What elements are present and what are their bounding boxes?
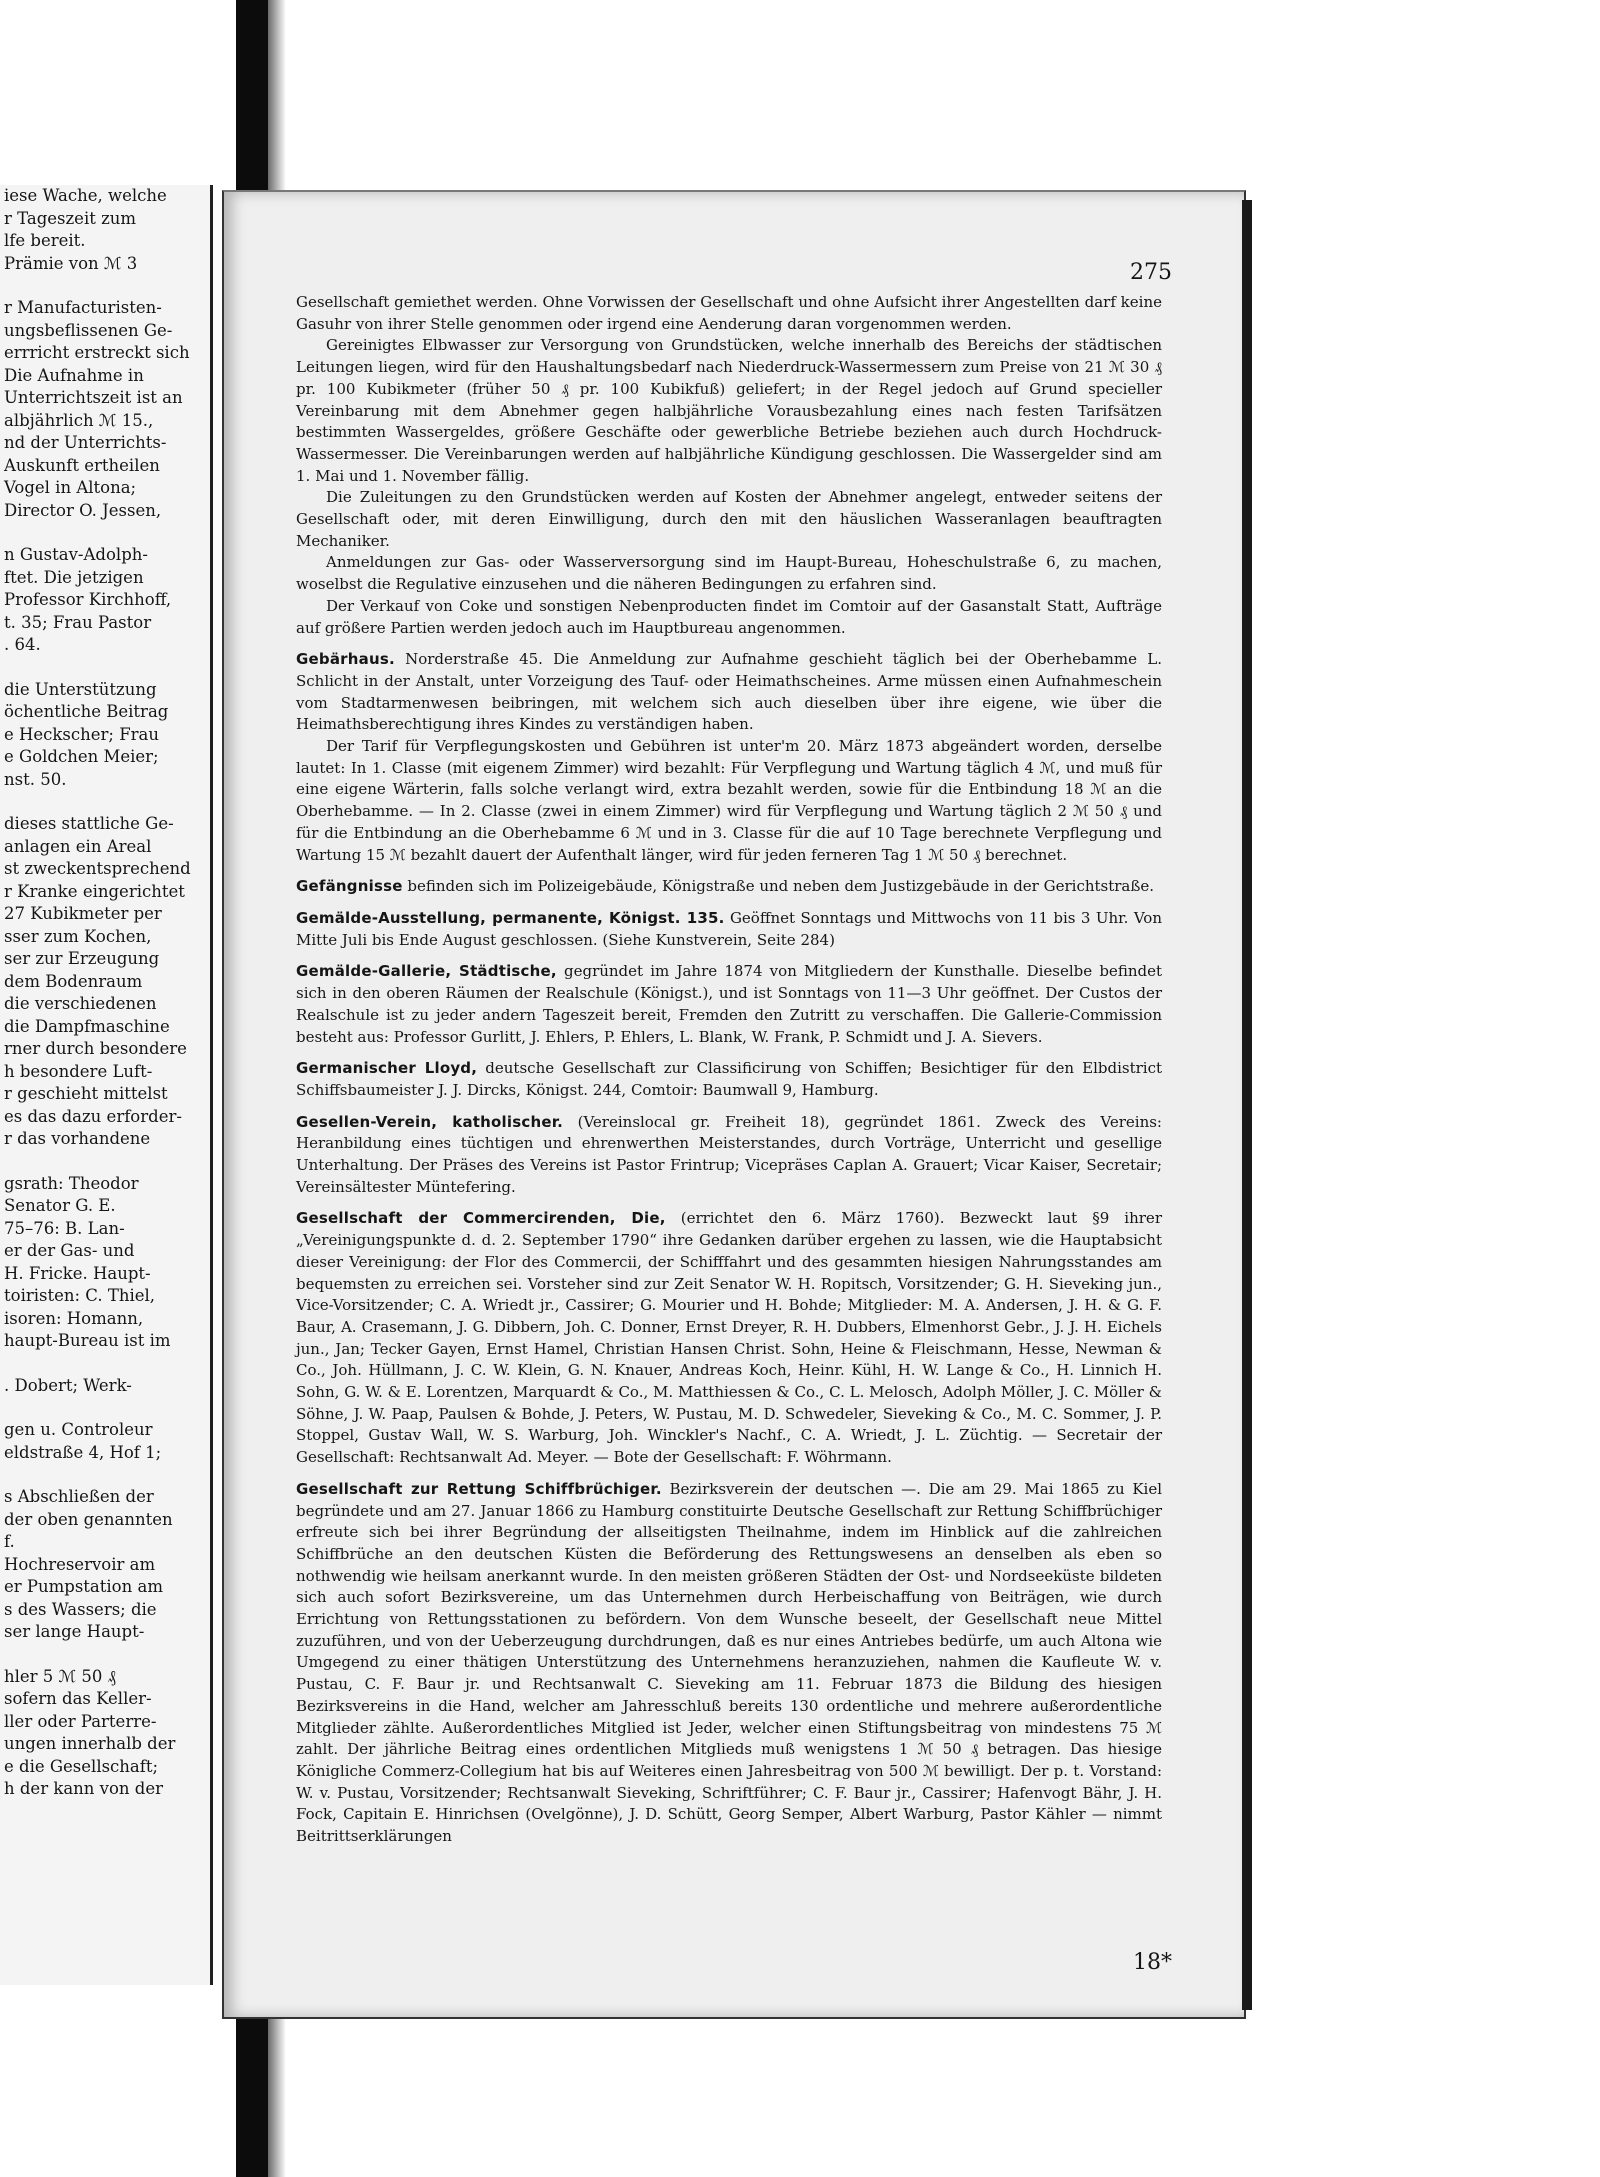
left-fragment-line: anlagen ein Areal [4, 836, 152, 856]
left-fragment-line: s des Wassers; die [4, 1599, 157, 1619]
left-fragment-line: Hochreservoir am [4, 1554, 156, 1574]
left-fragment-line: 27 Kubikmeter per [4, 904, 162, 923]
left-fragment-line: hler 5 ℳ 50 ₰ [4, 1666, 116, 1686]
left-fragment-line: Unterrichtszeit ist an [4, 388, 183, 407]
page-edge [1242, 200, 1252, 2010]
left-fragment-line: ser lange Haupt- [4, 1622, 145, 1641]
entry-paragraph [296, 335, 1162, 487]
left-fragment-line: toiristen: C. Thiel, [4, 1286, 156, 1305]
directory-entry [296, 1208, 1162, 1468]
left-fragment-line: Senator G. E. [4, 1196, 116, 1215]
left-fragment-line: t. 35; Frau Pastor [4, 612, 152, 632]
left-fragment-gap [0, 1151, 210, 1173]
directory-entry [296, 1112, 1162, 1199]
entry-heading: Germanischer Lloyd, [296, 1059, 478, 1078]
entry-heading: Gesellschaft der Commercirenden, Die, [296, 1209, 666, 1228]
entry-paragraph [296, 908, 1162, 951]
directory-entry [296, 1058, 1162, 1101]
left-fragment-line: e die Gesellschaft; [4, 1756, 159, 1776]
left-fragment-line: Prämie von ℳ 3 [4, 253, 138, 273]
left-fragment-line: r geschieht mittelst [4, 1084, 168, 1103]
left-fragment-line: Die Aufnahme in [4, 365, 144, 385]
entry-text: (Vereinslocal gr. Freiheit 18), gegründet 1861. Zweck des Vereins: Heranbildung eines tüchtigen und ehrenwerthen Meisterstandes, durch Vorträge, Unterricht und gesellige Unterhaltung. Der Präses des Vereins ist Pastor Frintrup; Vicepräses Caplan A. Grauert; Vicar Kaiser, Secretair; Vereinsältester Müntefering. [296, 1112, 1162, 1196]
left-fragment-line: die Dampfmaschine [4, 1016, 170, 1036]
left-fragment-line: H. Fricke. Haupt- [4, 1263, 151, 1283]
left-fragment-line: n Gustav-Adolph- [4, 545, 148, 564]
directory-entry [296, 292, 1162, 639]
entry-text: Anmeldungen zur Gas- oder Wasserversorgung sind im Haupt-Bureau, Hoheschulstraße 6, zu machen, woselbst die Regulative einzusehen und die näheren Bedingungen zu erfahren sind. [296, 553, 1162, 594]
left-fragment-line: gen u. Controleur [4, 1420, 153, 1439]
left-fragment-line: f. [4, 1532, 15, 1551]
entry-text: deutsche Gesellschaft zur Classificirung von Schiffen; Besichtiger für den Elbdistrict Schiffsbaumeister J. J. Dircks, Königst. 244, Comtoir: Baumwall 9, Hamburg. [296, 1059, 1162, 1099]
entry-text: Geöffnet Sonntags und Mittwochs von 11 bis 3 Uhr. Von Mitte Juli bis Ende August geschlossen. (Siehe Kunstverein, Seite 284) [296, 908, 1162, 949]
entry-heading: Gemälde-Ausstellung, permanente, Königst. 135. [296, 908, 725, 927]
signature-mark: 18* [1133, 1950, 1172, 1975]
entry-paragraph [296, 961, 1162, 1048]
entry-paragraph [296, 876, 1162, 898]
entry-text: Der Verkauf von Coke und sonstigen Nebenproducten findet im Comtoir auf der Gasanstalt Statt, Aufträge auf größere Partien werden jedoch auch im Hauptbureau angenommen. [296, 596, 1162, 637]
left-fragment-line: ungsbeflissenen Ge- [4, 320, 173, 340]
left-fragment-gap [0, 1353, 210, 1375]
entry-paragraph [296, 596, 1162, 639]
entry-text: Gesellschaft gemiethet werden. Ohne Vorwissen der Gesellschaft und ohne Aufsicht ihrer Angestellten darf keine Gasuhr von ihrer Stelle genommen oder irgend eine Aenderung daran vorgenommen werden. [296, 293, 1162, 333]
left-fragment-line: r das vorhandene [4, 1129, 151, 1148]
left-fragment-line: 75–76: B. Lan- [4, 1218, 125, 1238]
entry-paragraph [296, 1208, 1162, 1468]
left-fragment-line: st zweckentsprechend [4, 859, 191, 878]
left-fragment-line: s Abschließen der [4, 1487, 154, 1506]
entry-text: Der Tarif für Verpflegungskosten und Gebühren ist unter'm 20. März 1873 abgeändert worden, derselbe lautet: In 1. Classe (mit eigenem Zimmer) wird bezahlt: Für Verpflegung und Wartung täglich 4 ℳ, und muß für eine eigene Wärterin, falls solche verlangt wird, extra bezahlt werden, sowie für die Entbindung 18 ℳ an die Oberhebamme. — In 2. Classe (zwei in einem Zimmer) wird für Verpflegung und Wartung täglich 2 ℳ 50 ₰ und für die Entbindung an die Oberhebamme 6 ℳ und in 3. Classe für die auf 10 Tage berechnete Verpflegung und Wartung 15 ℳ bezahlt dauert der Aufenthalt länger, wird für jeden ferneren Tag 1 ℳ 50 ₰ berechnet. [296, 737, 1162, 864]
left-fragment-gap [0, 1644, 210, 1666]
left-fragment-line: gsrath: Theodor [4, 1173, 139, 1193]
directory-entry [296, 961, 1162, 1048]
left-fragment-line: r Manufacturisten- [4, 298, 162, 317]
entry-paragraph [296, 649, 1162, 736]
entry-paragraph [296, 1479, 1162, 1848]
left-fragment-line: ser zur Erzeugung [4, 949, 160, 968]
entry-text: Die Zuleitungen zu den Grundstücken werden auf Kosten der Abnehmer angelegt, entweder seitens der Gesellschaft oder, mit deren Einwilligung, durch den mit den häuslichen Wasseranlagen beauftragten Mechaniker. [296, 488, 1162, 550]
left-fragment-line: rner durch besondere [4, 1039, 187, 1058]
left-fragment-gap [0, 791, 210, 813]
directory-entry [296, 1479, 1162, 1848]
entry-paragraph [296, 552, 1162, 595]
entry-paragraph [296, 736, 1162, 866]
directory-entry [296, 876, 1162, 898]
left-fragment-line: h der kann von der [4, 1779, 164, 1798]
entry-text: Norderstraße 45. Die Anmeldung zur Aufnahme geschieht täglich bei der Oberhebamme L. Schlicht in der Anstalt, unter Vorzeigung des Tauf- oder Heimathscheines. Arme müssen einen Aufnahmeschein vom Stadtarmenwesen beibringen, mit welchem sich auch dieselben über ihre eigene, wie über die Heimathsberechtigung ihres Kindes zu verständigen haben. [296, 650, 1162, 734]
left-fragment-line: eldstraße 4, Hof 1; [4, 1442, 162, 1462]
entry-heading: Gemälde-Gallerie, Städtische, [296, 962, 557, 981]
left-fragment-line: nd der Unterrichts- [4, 433, 167, 452]
left-fragment-gap [0, 1464, 210, 1486]
left-fragment-line: er Pumpstation am [4, 1577, 163, 1596]
left-fragment-gap [0, 522, 210, 544]
left-fragment-line: ftet. Die jetzigen [4, 567, 144, 587]
entry-paragraph [296, 487, 1162, 552]
left-fragment-line: ller oder Parterre- [4, 1711, 157, 1731]
left-fragment-line: die verschiedenen [4, 994, 157, 1013]
left-fragment-gap [0, 1397, 210, 1419]
entry-heading: Gefängnisse [296, 877, 403, 896]
left-fragment-line: sser zum Kochen, [4, 926, 152, 946]
left-fragment-line: Vogel in Altona; [4, 478, 137, 497]
left-fragment-line: . Dobert; Werk- [4, 1375, 132, 1395]
entry-text: gegründet im Jahre 1874 von Mitgliedern der Kunsthalle. Dieselbe befindet sich in den oberen Räumen der Realschule (Königst.), und ist Sonntags von 11—3 Uhr geöffnet. Der Custos der Realschule ist zu jeder andern Tageszeit bereit, Fremden den Zutritt zu verschaffen. Die Gallerie-Commission besteht aus: Professor Gurlitt, J. Ehlers, P. Ehlers, L. Blank, W. Frank, P. Schmidt und J. A. Sievers. [296, 962, 1162, 1046]
left-fragment-line: ungen innerhalb der [4, 1734, 176, 1753]
entry-text: (errichtet den 6. März 1760). Bezweckt laut §9 ihrer „Vereinigungspunkte d. d. 2. September 1790“ ihre Gedanken darüber ergehen zu lassen, wie die Hauptabsicht dieser Vereinigung: der Flor des Commercii, der Schifffahrt und des gesammten hiesigen Nahrungsstandes am bequemsten zu erreichen sei. Vorsteher sind zur Zeit Senator W. H. Ropitsch, Vorsitzender; G. H. Sieveking jun., Vice-Vorsitzender; C. A. Wriedt jr., Cassirer; G. Mourier und H. Bohde; Mitglieder: M. A. Andersen, J. H. & G. F. Baur, A. Crasemann, J. G. Dibbern, Joh. C. Donner, Ernst Dreyer, R. H. Dubbers, Elmenhorst Gebr., J. J. H. Eichels jun., Jan; Tecker Gayen, Ernst Hamel, Christian Hansen Christ. Sohn, Heine & Fleischmann, Hesse, Newman & Co., Joh. Hüllmann, J. C. W. Klein, G. N. Knauer, Andreas Koch, Heinr. Kühl, H. W. Lange & Co., H. Linnich H. Sohn, G. W. & E. Lorentzen, Marquardt & Co., M. Matthiessen & Co., C. L. Melosch, Adolph Möller, J. C. Möller & Söhne, J. W. Paap, Paulsen & Bohde, J. Peters, W. Pustau, M. D. Schwedeler, Sieveking & Co., M. C. Sommer, J. P. Stoppel, Gustav Wall, W. S. Warburg, Joh. Winckler's Nachf., C. A. Wriedt, J. L. Züchtig. — Secretair der Gesellschaft: Rechtsanwalt Ad. Meyer. — Bote der Gesellschaft: F. Wöhrmann. [296, 1209, 1162, 1467]
left-page-fragment [0, 185, 213, 1985]
left-fragment-line: sofern das Keller- [4, 1689, 152, 1708]
entry-paragraph [296, 1112, 1162, 1199]
left-fragment-gap [0, 657, 210, 679]
left-fragment-line: iese Wache, welche [4, 186, 167, 205]
left-fragment-line: die Unterstützung [4, 679, 157, 699]
left-fragment-gap [0, 275, 210, 297]
left-fragment-line: lfe bereit. [4, 231, 86, 250]
left-fragment-line: dem Bodenraum [4, 971, 143, 991]
entry-text: Gereinigtes Elbwasser zur Versorgung von Grundstücken, welche innerhalb des Bereichs der städtischen Leitungen liegen, wird für den Haushaltungsbedarf nach Niederdruck-Wassermessern zum Preise von 21 ℳ 30 ₰ pr. 100 Kubikmeter (früher 50 ₰ pr. 100 Kubikfuß) geliefert; in der Regel jedoch auf Grund specieller Vereinbarung mit dem Abnehmer gegen halbjährliche Vorausbezahlung eines nach festen Tarifsätzen bestimmten Wassergeldes, größere Geschäfte oder gewerbliche Betriebe beziehen auch durch Hochdruck-Wassermesser. Die Vereinbarungen werden auf halbjährliche Kündigung geschlossen. Die Wassergelder sind am 1. Mai und 1. November fällig. [296, 336, 1162, 485]
left-fragment-line: dieses stattliche Ge- [4, 814, 174, 833]
left-fragment-line: isoren: Homann, [4, 1308, 144, 1328]
left-fragment-line: e Heckscher; Frau [4, 724, 159, 744]
entry-text: Bezirksverein der deutschen —. Die am 29. Mai 1865 zu Kiel begründete und am 27. Januar 1866 zu Hamburg constituirte Deutsche Gesellschaft zur Rettung Schiffbrüchiger erfreute sich bei ihrer Begründung der allseitigsten Theilnahme, indem im Hinblick auf die zahlreichen Schiffbrüche an den deutschen Küsten die Beförderung des Rettungswesens an denselben als eben so nothwendig wie heilsam anerkannt wurde. In den meisten größeren Städten der Ost- und Nordseeküste bildeten sich auch sofort Bezirksvereine, um das Unternehmen durch Herbeischaffung von Beiträgen, wie durch Errichtung von Rettungsstationen zu befördern. Von dem Wunsche beseelt, der Gesellschaft neue Mittel zuzuführen, und von der Ueberzeugung durchdrungen, daß es nur eines Antriebes bedürfe, um auch Altona wie Umgegend zu einer thätigen Unterstützung des Unternehmens heranzuziehen, nahmen die Kaufleute W. v. Pustau, C. F. Baur jr. und Rechtsanwalt C. Sieveking am 11. Februar 1873 die Bildung des hiesigen Bezirksvereins in die Hand, welcher am Jahresschluß bereits 130 ordentliche und mehrere außerordentliche Mitglieder zählte. Außerordentliches Mitglied ist Jeder, welcher einen Stiftungsbeitrag von mindestens 75 ℳ zahlt. Der jährliche Beitrag eines ordentlichen Mitglieds muß wenigstens 1 ℳ 50 ₰ betragen. Das hiesige Königliche Commerz-Collegium hat bis auf Weiteres einen Jahresbeitrag von 500 ℳ bewilligt. Der p. t. Vorstand: W. v. Pustau, Vorsitzender; Rechtsanwalt Sieveking, Schriftführer; C. F. Baur jr., Cassirer; Hafenvogt Bähr, J. H. Fock, Capitain E. Hinrichsen (Ovelgönne), J. D. Schütt, Georg Semper, Albert Warburg, Pastor Kähler — nimmt Beitrittserklärungen [296, 1479, 1162, 1846]
entry-heading: Gesellschaft zur Rettung Schiffbrüchiger. [296, 1479, 662, 1498]
entry-heading: Gebärhaus. [296, 650, 395, 669]
left-fragment-line: r Tageszeit zum [4, 208, 137, 228]
entry-text: befinden sich im Polizeigebäude, Königstraße und neben dem Justizgebäude in der Gerichtstraße. [407, 877, 1155, 896]
left-fragment-line: haupt-Bureau ist im [4, 1331, 171, 1350]
left-fragment-line: er der Gas- und [4, 1241, 135, 1260]
page-content [296, 292, 1162, 1858]
left-fragment-line: albjährlich ℳ 15., [4, 410, 154, 430]
left-fragment-line: e Goldchen Meier; [4, 747, 159, 766]
left-fragment-line: Auskunft ertheilen [4, 455, 160, 475]
left-fragment-line: . 64. [4, 635, 41, 654]
page-number: 275 [1130, 260, 1172, 285]
left-fragment-line: errricht erstreckt sich [4, 343, 190, 362]
entry-paragraph [296, 292, 1162, 335]
left-fragment-line: öchentliche Beitrag [4, 702, 169, 721]
left-fragment-line: Professor Kirchhoff, [4, 590, 172, 609]
right-page [222, 190, 1246, 2019]
directory-entry [296, 649, 1162, 866]
left-fragment-line: der oben genannten [4, 1509, 173, 1529]
directory-entry [296, 908, 1162, 951]
left-fragment-line: nst. 50. [4, 769, 67, 789]
entry-paragraph [296, 1058, 1162, 1101]
left-fragment-line: r Kranke eingerichtet [4, 881, 185, 901]
left-fragment-line: h besondere Luft- [4, 1061, 153, 1081]
left-fragment-line: es das dazu erforder- [4, 1106, 182, 1126]
entry-heading: Gesellen-Verein, katholischer. [296, 1112, 564, 1131]
left-fragment-line: Director O. Jessen, [4, 500, 162, 520]
